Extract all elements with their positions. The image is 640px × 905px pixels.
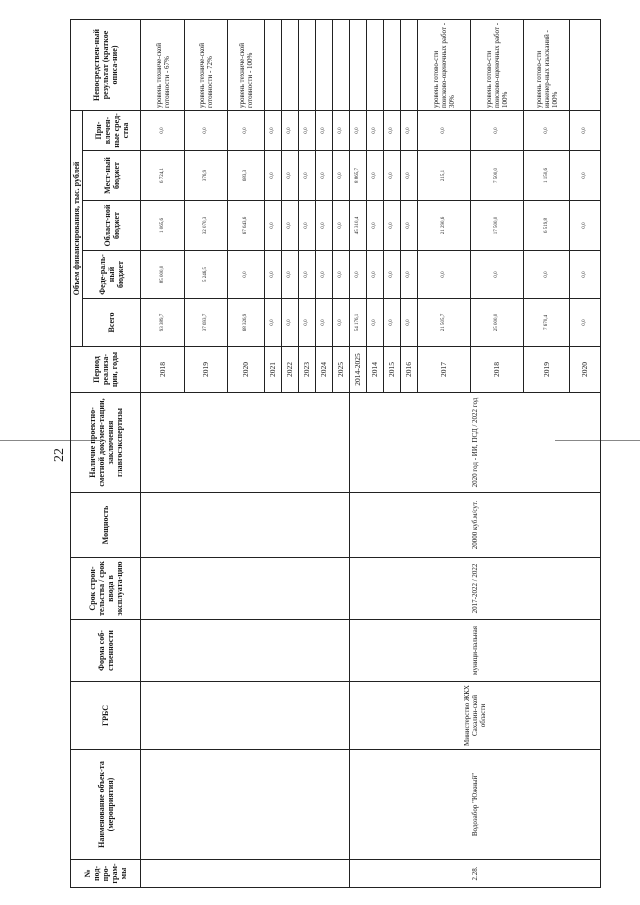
regional-cell: 0,0 [367,201,384,251]
regional-cell: 0,0 [299,201,316,251]
total-cell: 68 326,9 [228,299,265,347]
other-cell: 0,0 [384,111,401,151]
header-federal: Феде-раль-ный бюджет [83,251,141,299]
regional-cell: 6 519,8 [524,201,570,251]
local-cell: 0,0 [384,151,401,201]
header-term: Срок строи-тельства / срок ввода в эксплуата-цию [71,558,141,620]
total-cell: 0,0 [384,299,401,347]
header-total: Всего [83,299,141,347]
result-cell: уровень готово-сти поисково-оценочных работ - 100% [471,20,524,111]
regional-cell: 45 310,4 [350,201,367,251]
other-cell: 0,0 [141,111,185,151]
local-cell: 0,0 [333,151,350,201]
object-grbs: Министерство ЖКХ Сахалин-ской области [350,682,601,750]
total-cell: 93 389,7 [141,299,185,347]
result-cell: уровень техниче-ской готовности - 72% [185,20,228,111]
total-cell: 0,0 [401,299,418,347]
object-capacity: 20000 куб.м/сут. [350,493,601,558]
local-cell: 683,3 [228,151,265,201]
header-period: Период реализа-ции, годы [71,347,141,393]
object-psd: 2020 год - ИИ, ПСД / 2022 год [350,393,601,493]
federal-cell: 0,0 [367,251,384,299]
result-cell [570,20,601,111]
year-cell: 2014 [367,347,384,393]
other-cell: 0,0 [367,111,384,151]
federal-cell: 0,0 [282,251,299,299]
year-cell: 2019 [524,347,570,393]
total-cell: 25 000,0 [471,299,524,347]
other-cell: 0,0 [299,111,316,151]
year-cell: 2024 [316,347,333,393]
federal-cell: 0,0 [228,251,265,299]
result-cell: уровень готово-сти поисково-оценочных работ - 30% [418,20,471,111]
local-cell: 0,0 [401,151,418,201]
prev-term-cell [141,558,350,620]
header-num: № под-про-грам-мы [71,860,141,888]
header-psd: Наличие проектно-сметной докумен-тации, заключения главгосэкспертизы [71,393,141,493]
result-cell: уровень техниче-ской готовности - 67% [141,20,185,111]
regional-cell: 0,0 [316,201,333,251]
regional-cell: 0,0 [282,201,299,251]
year-cell: 2020 [228,347,265,393]
other-cell: 0,0 [265,111,282,151]
result-cell [384,20,401,111]
year-cell: 2015 [384,347,401,393]
prev-capacity-cell [141,493,350,558]
federal-cell: 0,0 [471,251,524,299]
header-other: При-влечен-ные сред-ства [83,111,141,151]
year-cell: 2016 [401,347,418,393]
total-cell: 7 670,4 [524,299,570,347]
other-cell: 0,0 [185,111,228,151]
result-cell [367,20,384,111]
funding-table [70,19,601,888]
local-cell: 376,9 [185,151,228,201]
regional-cell: 67 643,6 [228,201,265,251]
year-cell: 2014-2025 [350,347,367,393]
other-cell: 0,0 [333,111,350,151]
header-regional: Област-ной бюджет [83,201,141,251]
federal-cell: 0,0 [570,251,601,299]
federal-cell: 0,0 [384,251,401,299]
federal-cell: 0,0 [299,251,316,299]
local-cell: 7 500,0 [471,151,524,201]
total-cell: 37 693,7 [185,299,228,347]
local-cell: 215,1 [418,151,471,201]
header-name: Наименование объек-та (мероприятия) [71,750,141,860]
local-cell: 6 724,1 [141,151,185,201]
other-cell: 0,0 [228,111,265,151]
other-cell: 0,0 [471,111,524,151]
total-cell: 0,0 [282,299,299,347]
total-cell: 54 176,1 [350,299,367,347]
object-term: 2017-2022 / 2022 [350,558,601,620]
other-cell: 0,0 [401,111,418,151]
other-cell: 0,0 [316,111,333,151]
total-cell: 0,0 [299,299,316,347]
regional-cell: 17 500,0 [471,201,524,251]
regional-cell: 0,0 [384,201,401,251]
federal-cell: 0,0 [333,251,350,299]
result-cell [401,20,418,111]
other-cell: 0,0 [282,111,299,151]
local-cell: 0,0 [367,151,384,201]
local-cell: 0,0 [316,151,333,201]
result-cell [350,20,367,111]
header-result: Непосредствен-ный результат (краткое описа-ние) [71,20,141,111]
regional-cell: 0,0 [265,201,282,251]
federal-cell: 0,0 [316,251,333,299]
header-funding: Объем финансирования, тыс. рублей [71,111,83,347]
other-cell: 0,0 [570,111,601,151]
regional-cell: 32 070,3 [185,201,228,251]
object-ownership: муници-пальная [350,620,601,682]
year-cell: 2021 [265,347,282,393]
total-cell: 0,0 [265,299,282,347]
federal-cell: 0,0 [524,251,570,299]
total-cell: 0,0 [316,299,333,347]
year-cell: 2018 [141,347,185,393]
rotated-table-container [70,20,589,888]
federal-cell: 0,0 [350,251,367,299]
total-cell: 21 505,7 [418,299,471,347]
page-number: 22 [52,448,67,462]
regional-cell: 0,0 [401,201,418,251]
total-cell: 0,0 [570,299,601,347]
header-capacity: Мощность [71,493,141,558]
prev-ownership-cell [141,620,350,682]
local-cell: 0,0 [282,151,299,201]
federal-cell: 0,0 [265,251,282,299]
header-grbs: ГРБС [71,682,141,750]
object-name: Водозабор "Южный" [350,750,601,860]
header-local: Мест-ный бюджет [83,151,141,201]
regional-cell: 0,0 [333,201,350,251]
regional-cell: 21 290,6 [418,201,471,251]
federal-cell: 0,0 [418,251,471,299]
other-cell: 0,0 [350,111,367,151]
year-cell: 2018 [471,347,524,393]
result-cell: уровень техниче-ской готовности - 100% [228,20,265,111]
result-cell [316,20,333,111]
year-cell: 2025 [333,347,350,393]
year-cell: 2017 [418,347,471,393]
local-cell: 8 865,7 [350,151,367,201]
result-cell [265,20,282,111]
federal-cell: 0,0 [401,251,418,299]
other-cell: 0,0 [524,111,570,151]
local-cell: 0,0 [265,151,282,201]
prev-num-cell [141,860,350,888]
year-cell: 2020 [570,347,601,393]
result-cell [333,20,350,111]
regional-cell: 1 065,6 [141,201,185,251]
local-cell: 0,0 [570,151,601,201]
total-cell: 0,0 [333,299,350,347]
year-cell: 2023 [299,347,316,393]
prev-grbs-cell [141,682,350,750]
object-num: 2.28. [350,860,601,888]
result-cell [282,20,299,111]
year-cell: 2022 [282,347,299,393]
result-cell: уровень готово-сти инженер-ных изысканий - 100% [524,20,570,111]
total-cell: 0,0 [367,299,384,347]
result-cell [299,20,316,111]
header-ownership: Форма соб-ственности [71,620,141,682]
other-cell: 0,0 [418,111,471,151]
local-cell: 1 150,6 [524,151,570,201]
prev-psd-cell [141,393,350,493]
federal-cell: 85 000,0 [141,251,185,299]
federal-cell: 5 246,5 [185,251,228,299]
prev-name-cell [141,750,350,860]
year-cell: 2019 [185,347,228,393]
regional-cell: 0,0 [570,201,601,251]
local-cell: 0,0 [299,151,316,201]
